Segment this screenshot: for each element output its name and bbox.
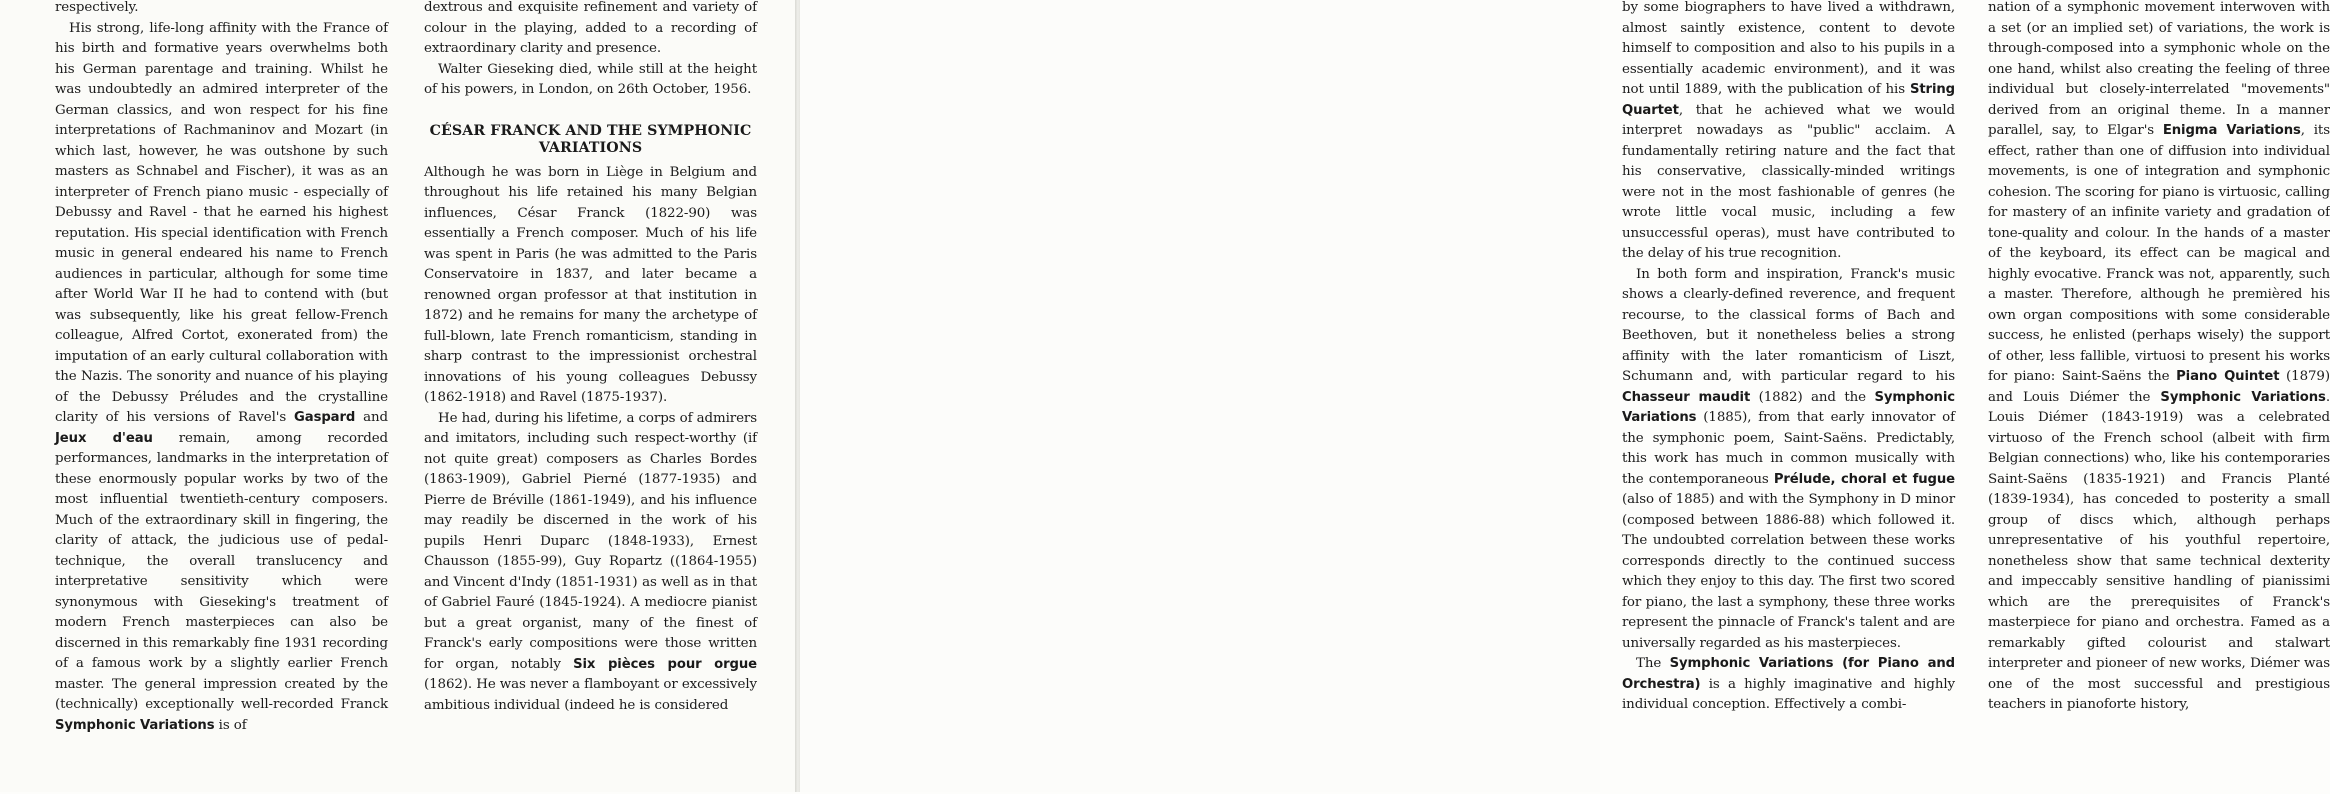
bold-title: Piano Quintet (2176, 369, 2280, 384)
bold-title: Symphonic Variations (2160, 389, 2326, 405)
paragraph-franck-intro: Although he was born in Liège in Belgium and throughout his life retained his many Belgian influences, César Franck (1822-90) was essentially a French composer. Much of his life was spent in Paris (he was admitted to the Paris Conservatoire in 1837, and later became a renowned organ professor at that institution in 1872) and he remains for many the archetype of full-blown, late French romanticism, standing in sharp contrast to the impressionist orchestral innovations of his young colleagues Debussy (1862-1918) and Ravel (1875-1937). (424, 164, 757, 405)
left-page (0, 0, 795, 792)
bold-title: Symphonic Variations (for Piano and Orchestra) (1622, 656, 1955, 692)
column-3 (1622, 0, 1955, 794)
paragraph-continuation: nation of a symphonic movement interwoven with a set (or an implied set) of variations, the work is through-composed into a symphonic whole on the one hand, whilst also creating the feeling of three individual but closely-interrelated "movements" derived from an original theme. In a manner parallel, say, to Elgar's Enigma Variations, its effect, rather than one of diffusion into individual movements, is one of integration and symphonic cohesion. The scoring for piano is virtuosic, calling for mastery of an infinite variety and gradation of tone-quality and colour. In the hands of a master of the keyboard, its effect can be magical and highly evocative. Franck was not, apparently, such a master. Therefore, although he premièred his own organ compositions with some considerable success, he enlisted (perhaps wisely) the support of other, less fallible, virtuosi to present his works for piano: Saint-Saëns the Piano Quintet (1879) and Louis Diémer the Symphonic Variations. Louis Diémer (1843-1919) was a celebrated virtuoso of the French school (albeit with firm Belgian connections) who, like his contemporaries Saint-Saëns (1835-1921) and Francis Planté (1839-1934), has conceded to posterity a small group of discs which, although perhaps unrepresentative of his youthful repertoire, nonetheless show that same technical dexterity and impeccably sensitive handling of pianissimi which are the prerequisites of Franck's masterpiece for piano and orchestra. Famed as a remarkably gifted colourist and stalwart interpreter and pioneer of new works, Diémer was one of the most successful and prestigious teachers in pianoforte history, (1988, 0, 2330, 712)
right-page (800, 0, 2330, 792)
paragraph-gieseking-france: His strong, life-long affinity with the France of his birth and formative years overwhelms both his German parentage and training. Whilst he was undoubtedly an admired interpreter of the German classics, and won respect for his fine interpretations of Rachmaninov and Mozart (in which last, however, he was outshone by such masters as Schnabel and Fischer), it was as an interpreter of French piano music - especially of Debussy and Ravel - that he earned his highest reputation. His special identification with French music in general endeared his name to French audiences in particular, although for some time after World War II he had to contend with (but was subsequently, like his great fellow-French colleague, Alfred Cortot, exonerated from) the imputation of an early cultural collaboration with the Nazis. The sonority and nuance of his playing of the Debussy Préludes and the crystalline clarity of his versions of Ravel's Gaspard and Jeux d'eau remain, among recorded performances, landmarks in the interpretation of these enormously popular works by two of the most influential twentieth-century composers. Much of the extraordinary skill in fingering, the clarity of attack, the judicious use of pedal-technique, the overall translucency and interpretative sensitivity which were synonymous with Gieseking's treatment of modern French masterpieces can also be discerned in this remarkably fine 1931 recording of a famous work by a slightly earlier French master. The general impression created by the (technically) exceptionally well-recorded Franck Symphonic Variations is of (55, 20, 389, 733)
bold-title: Prélude, choral et fugue (1773, 471, 1956, 487)
paragraph-franck-admirers: He had, during his lifetime, a corps of admirers and imitators, including such respect-worthy (if not quite great) composers as Charles Bordes (1863-1909), Gabriel Pierné (1877-1935) and Pierre de Bréville (1861-1949), and his influence may readily be discerned in the work of his pupils Henri Duparc (1848-1933), Ernest Chausson (1855-99), Guy Ropartz ((1864-1955) and Vincent d'Indy (1851-1931) as well as in that of Gabriel Fauré (1845-1924). A mediocre pianist but a great organist, many of the finest of Franck's early compositions were those written for organ, notably Six pièces pour orgue (1862). He was never a flamboyant or excessively ambitious individual (indeed he is considered (424, 410, 757, 713)
column-1 (55, 0, 388, 794)
bold-title: String Quartet (1622, 82, 1955, 118)
section-heading: CÉSAR FRANCK AND THE SYMPHONIC VARIATIONS (429, 122, 752, 156)
bold-title: Chasseur maudit (1622, 389, 1751, 405)
column-4 (1988, 0, 2330, 794)
paragraph-symphonic-variations: The Symphonic Variations (for Piano and Orchestra) is a highly imaginative and highly individual conception. Effectively a combi- (1622, 656, 1955, 712)
paragraph-gieseking-death: Walter Gieseking died, while still at the height of his powers, in London, on 26th October, 1956. (424, 61, 757, 97)
bold-title: Jeux d'eau (55, 430, 153, 446)
paragraph-continuation: respectively. (55, 0, 139, 15)
bold-title: Symphonic Variations (1622, 389, 1955, 425)
bold-title: Gaspard (294, 410, 356, 425)
column-2 (424, 0, 757, 794)
paragraph-form-inspiration: In both form and inspiration, Franck's music shows a clearly-defined reverence, and frequent recourse, to the classical forms of Bach and Beethoven, but it nonetheless belies a strong affinity with the later romanticism of Liszt, Schumann and, with particular regard to his Chasseur maudit (1882) and the Symphonic Variations (1885), from that early innovator of the symphonic poem, Saint-Saëns. Predictably, this work has much in common musically with the contemporaneous Prélude, choral et fugue (also of 1885) and with the Symphony in D minor (composed between 1886-88) which followed it. The undoubted correlation between these works corresponds directly to the continued success which they enjoy to this day. The first two scored for piano, the last a symphony, these three works represent the pinnacle of Franck's talent and are universally regarded as his masterpieces. (1622, 266, 1956, 651)
bold-title: Symphonic Variations (55, 717, 215, 733)
paragraph-continuation: dextrous and exquisite refinement and variety of colour in the playing, added to a recording of extraordinary clarity and presence. (424, 0, 757, 56)
bold-title: Six pièces pour orgue (573, 656, 757, 672)
bold-title: Enigma Variations (2162, 123, 2301, 138)
paragraph-continuation: by some biographers to have lived a withdrawn, almost saintly existence, content to devote himself to composition and also to his pupils in a essentially academic environment), and it was not until 1889, with the publication of his String Quartet, that he achieved what we would interpret nowadays as "public" acclaim. A fundamentally retiring nature and the fact that his conservative, classically-minded writings were not in the most fashionable of genres (he wrote little vocal music, including a few unsuccessful operas), must have contributed to the delay of his true recognition. (1622, 0, 1955, 261)
